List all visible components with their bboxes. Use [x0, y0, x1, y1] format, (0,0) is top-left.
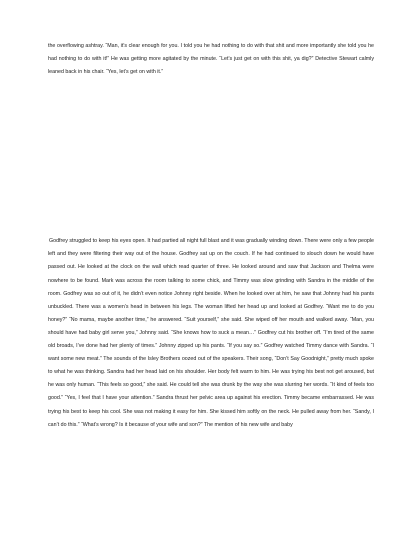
- paragraph-party: Godfrey struggled to keep his eyes open. It had partied all night full blast and it was gradually winding down. There were only a few people left and they were filtering their way out of the house. Godfrey sat up on the couch. If he had continued to slouch down he would have passed out. He looked at the clock on the wall which read quarter of three. He looked around and saw that Jackson and Thelma were nowhere to be found. Mark was across the room talking to some chick, and Timmy was slow grinding with Sandra in the middle of the room. Godfrey was so out of it, he didn’t even notice Johnny right beside. When he looked over at him, he saw that Johnny had his pants unbuckled. There was a women’s head in between his legs. The woman lifted her head up and looked at Godfrey. “Want me to do you honey?” “No mama, maybe another time,” he answered. “Suit yourself,” she said. She wiped off her mouth and walked away. “Man, you should have had baby girl serve you,” Johnny said. “She knows how to suck a mean…” Godfrey cut his brother off. “I’m tired of the same old broads, I’ve done had her plenty of times.” Johnny zipped up his pants. “If you say so.” Godfrey watched Timmy dance with Sandra. “I want some new meat.” The sounds of the Isley Brothers oozed out of the speakers. Their song, “Don’t Say Goodnight,” pretty much spoke to what he was thinking. Sandra had her head laid on his shoulder. Her body felt warm to him. He was trying his best not get aroused, but he was only human. “This feels so good,” she said. He could tell she was drunk by the way she was slurring her words. “It kind of feels too good.” “Yes, I feel that I have your attention.” Sandra thrust her pelvic area up against his erection. Timmy became embarrassed. He was trying his best to keep his cool. She was not making it easy for him. She kissed him softly on the neck. He pulled away from her. “Sandy, I can’t do this.” “What’s wrong? Is it because of your wife and son?” The mention of his new wife and baby: [48, 238, 374, 428]
- paragraph-interrogation: the overflowing ashtray. “Man, it’s clear enough for you. I told you he had nothing to do with that shit and more importantly she told you he had nothing to do with it!” He was getting more agitated by the minute. “Let’s just get on with this shit, ya dig?” Detective Stewart calmly leaned back in his chair. “Yes, let’s get on with it.”: [48, 43, 374, 76]
